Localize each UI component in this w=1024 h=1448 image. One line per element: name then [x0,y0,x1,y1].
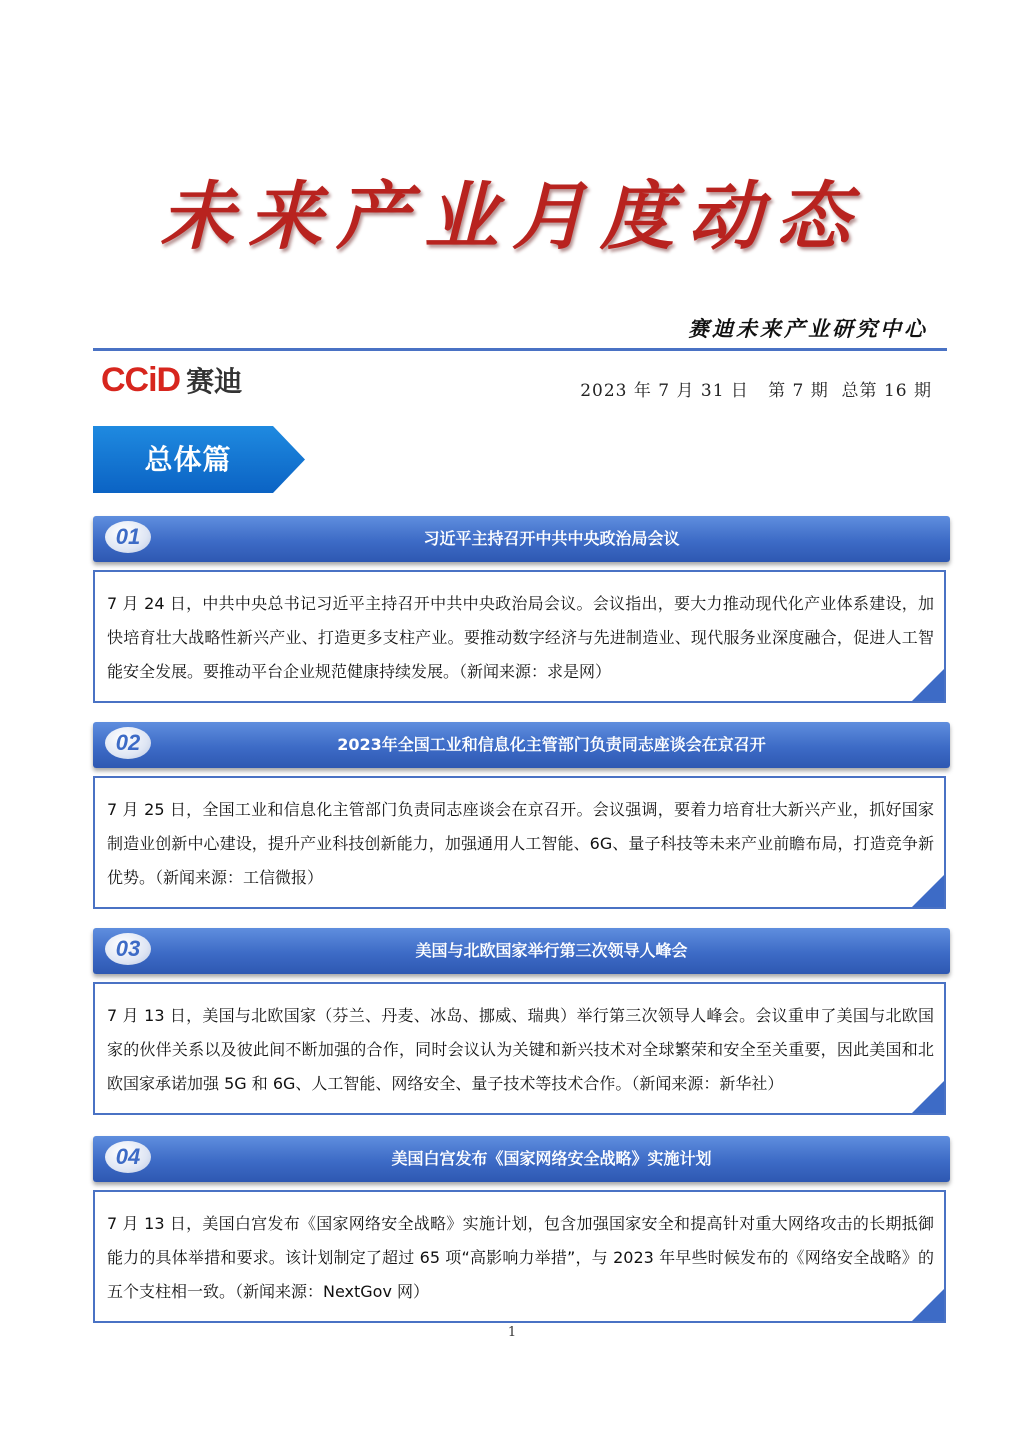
logo-chinese-text: 赛迪 [186,365,243,398]
newsletter-title: 未来产业月度动态 [160,174,864,260]
section-banner [93,426,305,493]
corner-triangle-icon [912,1289,944,1321]
page-number: 1 [507,1325,517,1340]
news-header [93,722,950,768]
news-number-badge: 04 [105,1141,151,1173]
section-banner-label: 总体篇 [144,443,232,476]
news-item-01 [93,516,950,703]
news-title: 2023年全国工业和信息化主管部门负责同志座谈会在京召开 [337,735,766,754]
news-header [93,928,950,974]
ccid-logo [101,360,242,400]
news-text: 7 月 25 日，全国工业和信息化主管部门负责同志座谈会在京召开。会议强调，要着力培育壮大新兴产业，抓好国家制造业创新中心建设，提升产业科技创新能力，加强通用人工智能、6G、量子科技等未来产业前瞻布局，打造竞争新优势。（新闻来源：工信微报） [107,800,934,887]
logo-mark: CCiD [101,360,181,399]
news-text: 7 月 13 日，美国白宫发布《国家网络安全战略》实施计划，包含加强国家安全和提高针对重大网络攻击的长期抵御能力的具体举措和要求。该计划制定了超过 65 项“高影响力举措”，与 2023 年早些时候发布的《网络安全战略》的五个支柱相一致。（新闻来源：NextGov 网） [107,1214,934,1301]
news-number-badge: 01 [105,521,151,553]
news-body [93,776,946,909]
news-title: 美国与北欧国家举行第三次领导人峰会 [415,941,688,960]
issue-info: 2023 年 7 月 31 日 第 7 期 总第 16 期 [580,381,932,401]
news-item-03 [93,928,950,1115]
news-number-badge: 02 [105,727,151,759]
news-header [93,1136,950,1182]
corner-triangle-icon [912,1081,944,1113]
news-item-02 [93,722,950,909]
news-item-04 [93,1136,950,1323]
news-title: 美国白宫发布《国家网络安全战略》实施计划 [391,1149,712,1168]
organization-name: 赛迪未来产业研究中心 [688,316,928,341]
corner-triangle-icon [912,669,944,701]
corner-triangle-icon [912,875,944,907]
news-body [93,982,946,1115]
news-body [93,1190,946,1323]
news-number-badge: 03 [105,933,151,965]
news-text: 7 月 13 日，美国与北欧国家（芬兰、丹麦、冰岛、挪威、瑞典）举行第三次领导人峰会。会议重申了美国与北欧国家的伙伴关系以及彼此间不断加强的合作，同时会议认为关键和新兴技术对全球繁荣和安全至关重要，因此美国和北欧国家承诺加强 5G 和 6G、人工智能、网络安全、量子技术等技术合作。（新闻来源：新华社） [107,1006,934,1093]
news-header [93,516,950,562]
news-body [93,570,946,703]
header-divider [93,348,947,351]
news-text: 7 月 24 日，中共中央总书记习近平主持召开中共中央政治局会议。会议指出，要大力推动现代化产业体系建设，加快培育壮大战略性新兴产业、打造更多支柱产业。要推动数字经济与先进制造业、现代服务业深度融合，促进人工智能安全发展。要推动平台企业规范健康持续发展。（新闻来源：求是网） [107,594,934,681]
news-title: 习近平主持召开中共中央政治局会议 [423,529,680,548]
